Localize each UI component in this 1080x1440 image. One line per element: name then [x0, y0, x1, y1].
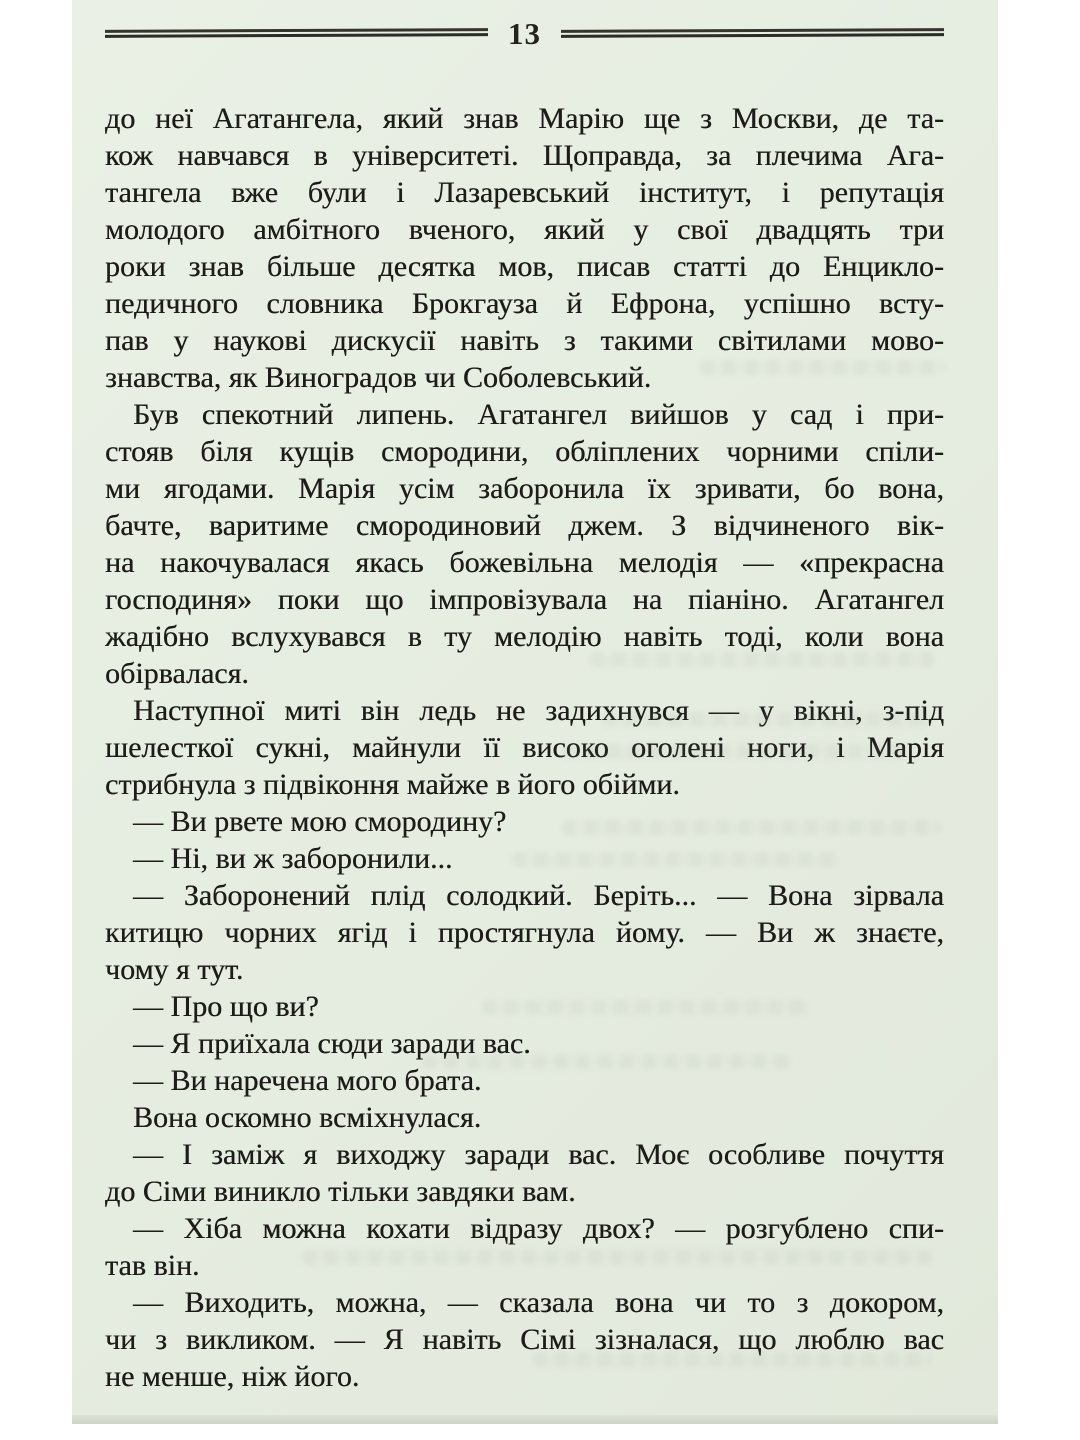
page-number: 13: [508, 15, 541, 51]
text-line: — Ви наречена мого брата.: [133, 1064, 482, 1097]
text-line: Вона оскомно всміхнулася.: [133, 1101, 482, 1134]
page-header: [105, 16, 944, 50]
text-line: — Виходить, можна, — сказала вона чи то з докором,: [133, 1286, 944, 1319]
text-line: — Заборонений плід солодкий. Беріть... — Вона зірвала: [133, 879, 944, 912]
text-line: до Сіми виникло тільки завдяки вам.: [105, 1175, 576, 1208]
text-line: бачте, варитиме смородиновий джем. З відчиненого вік-: [105, 509, 944, 542]
text-line: знавства, як Виноградов чи Соболевський.: [105, 361, 652, 394]
text-line: — Я приїхала сюди заради вас.: [133, 1027, 531, 1060]
text-line: ми ягодами. Марія усім заборонила їх зривати, бо вона,: [105, 472, 944, 505]
text-line: кож навчався в університеті. Щоправда, за плечима Ага-: [105, 139, 944, 172]
text-line: педичного словника Брокгауза й Ефрона, успішно всту-: [105, 287, 944, 320]
header-rule-right: [561, 28, 944, 38]
text-line: до неї Агатангела, який знав Марію ще з Москви, де та-: [105, 102, 944, 135]
text-line: пав у наукові дискусії навіть з такими світилами мово-: [105, 324, 944, 357]
body-text: [105, 100, 944, 1395]
text-line: жадібно вслухувався в ту мелодію навіть тоді, коли вона: [105, 620, 944, 653]
text-line: чому я тут.: [105, 953, 244, 986]
text-line: не менше, ніж його.: [105, 1360, 360, 1393]
text-line: стрибнула з підвіконня майже в його обійми.: [105, 768, 680, 801]
text-line: обірвалася.: [105, 657, 249, 690]
text-line: китицю чорних ягід і простягнула йому. — Ви ж знаєте,: [105, 916, 944, 949]
text-line: — І заміж я виходжу заради вас. Моє особливе почуття: [133, 1138, 944, 1171]
text-line: молодого амбітного вченого, який у свої двадцять три: [105, 213, 944, 246]
text-line: тав він.: [105, 1249, 200, 1282]
text-line: на накочувалася якась божевільна мелодія — «прекрасна: [105, 546, 944, 579]
text-line: Наступної миті він ледь не задихнувся — у вікні, з-під: [133, 694, 944, 727]
book-page: [72, 0, 998, 1424]
text-line: тангела вже були і Лазаревський інститут, і репутація: [105, 176, 944, 209]
text-line: — Ні, ви ж заборонили...: [133, 842, 453, 875]
text-line: стояв біля кущів смородини, обліплених чорними спіли-: [105, 435, 944, 468]
text-line: — Хіба можна кохати відразу двох? — розгублено спи-: [133, 1212, 944, 1245]
text-line: чи з викликом. — Я навіть Сімі зізналася, що люблю вас: [105, 1323, 944, 1356]
text-line: господиня» поки що імпровізувала на піаніно. Агатангел: [105, 583, 944, 616]
text-line: роки знав більше десятка мов, писав статті до Енцикло-: [105, 250, 944, 283]
header-rule-left: [105, 28, 488, 38]
text-line: Був спекотний липень. Агатангел вийшов у сад і при-: [133, 398, 944, 431]
text-line: — Про що ви?: [133, 990, 319, 1023]
text-line: шелесткої сукні, майнули її високо оголені ноги, і Марія: [105, 731, 944, 764]
text-line: — Ви рвете мою смородину?: [133, 805, 507, 838]
